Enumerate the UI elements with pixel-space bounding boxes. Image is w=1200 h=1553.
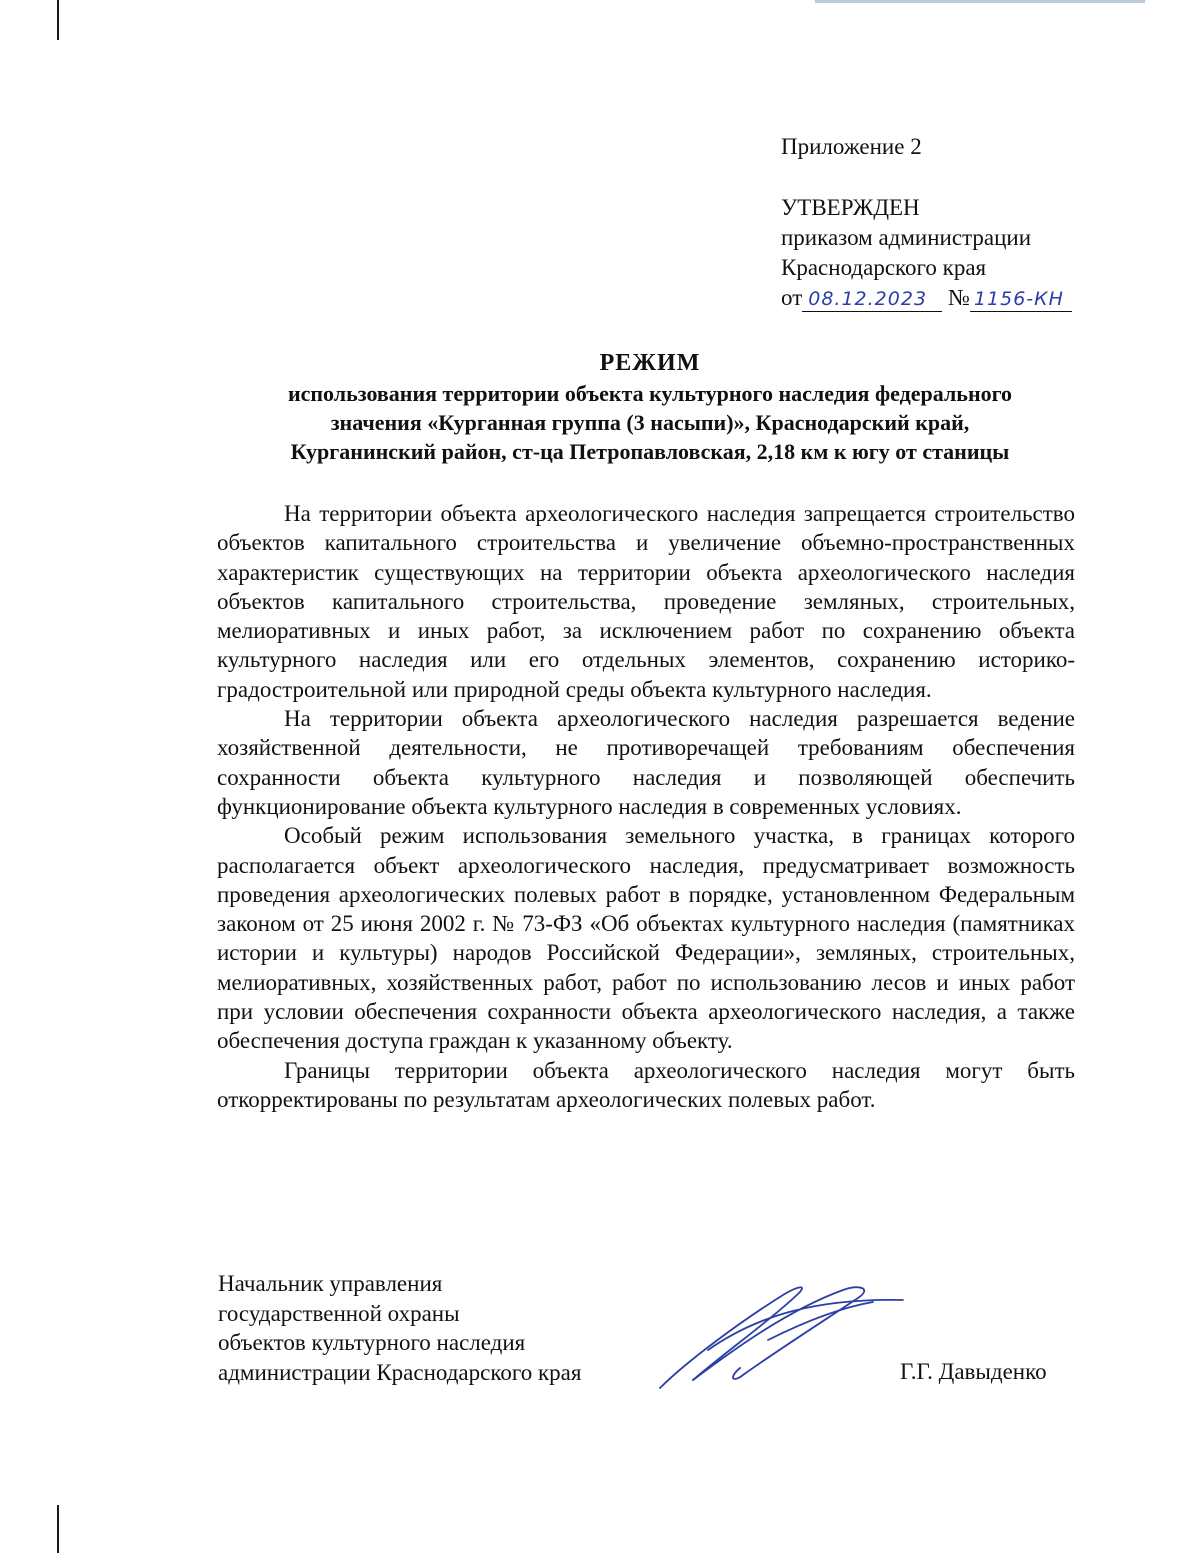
approval-block — [781, 132, 1072, 313]
approval-line-2: Краснодарского края — [781, 255, 987, 280]
handwritten-date: 08.12.2023 — [808, 288, 928, 310]
number-field — [970, 286, 1072, 312]
scan-edge-top — [57, 0, 59, 40]
date-field — [802, 286, 942, 312]
signer-position: Начальник управления государственной охраны объектов культурного наследия администрации Краснодарского края — [218, 1271, 582, 1385]
body-paragraph-2: На территории объекта археологического наследия разрешается ведение хозяйственной деятельности, не противоречащей требованиям обеспечения сохранности объекта культурного наследия и позволяющей обеспечить функционирование объекта культурного наследия в современных условиях. — [217, 706, 1075, 819]
body-paragraph-1: На территории объекта археологического наследия запрещается строительство объектов капитального строительства и увеличение объемно-пространственных характеристик существующих на территории объекта археологического наследия объектов капитального строительства, проведение земляных, строительных, мелиоративных и иных работ, за исключением работ по сохранению объекта культурного наследия или его отдельных элементов, сохранению историко-градостроительной или природной среды объекта культурного наследия. — [217, 501, 1075, 702]
handwritten-signature — [648, 1280, 908, 1395]
handwritten-number: 1156-КН — [973, 288, 1064, 310]
date-prefix: от — [781, 285, 803, 310]
document-title: РЕЖИМ — [599, 350, 701, 376]
approval-date-line — [781, 283, 1072, 313]
number-prefix: № — [948, 285, 970, 310]
approved-label: УТВЕРЖДЕН — [781, 195, 920, 220]
body-paragraph-3: Особый режим использования земельного участка, в границах которого располагается объект археологического наследия, предусматривает возможность проведения археологических полевых работ в порядке, установленном Федеральным законом от 25 июня 2002 г. № 73-ФЗ «Об объектах культурного наследия (памятниках истории и культуры) народов Российской Федерации», земляных, строительных, мелиоративных, хозяйственных работ, работ по использованию лесов и иных работ при условии обеспечения сохранности объекта археологического наследия, а также обеспечения доступа граждан к указанному объекту. — [217, 823, 1075, 1054]
document-subtitle: использования территории объекта культурного наследия федерального значения «Курганная группа (3 насыпи)», Краснодарский край, Курганинский район, ст-ца Петропавловская, 2,18 км к югу от станицы — [287, 381, 1013, 464]
scan-top-mark — [815, 0, 1145, 3]
scan-edge-bottom — [57, 1505, 59, 1553]
body-paragraph-4: Границы территории объекта археологического наследия могут быть откорректированы по результатам археологических полевых работ. — [217, 1057, 1075, 1112]
approval-line-1: приказом администрации — [781, 225, 1032, 250]
document-body — [217, 499, 1075, 1114]
signer-name: Г.Г. Давыденко — [900, 1359, 1047, 1384]
annex-label: Приложение 2 — [781, 134, 922, 159]
document-title-block — [210, 347, 1090, 466]
